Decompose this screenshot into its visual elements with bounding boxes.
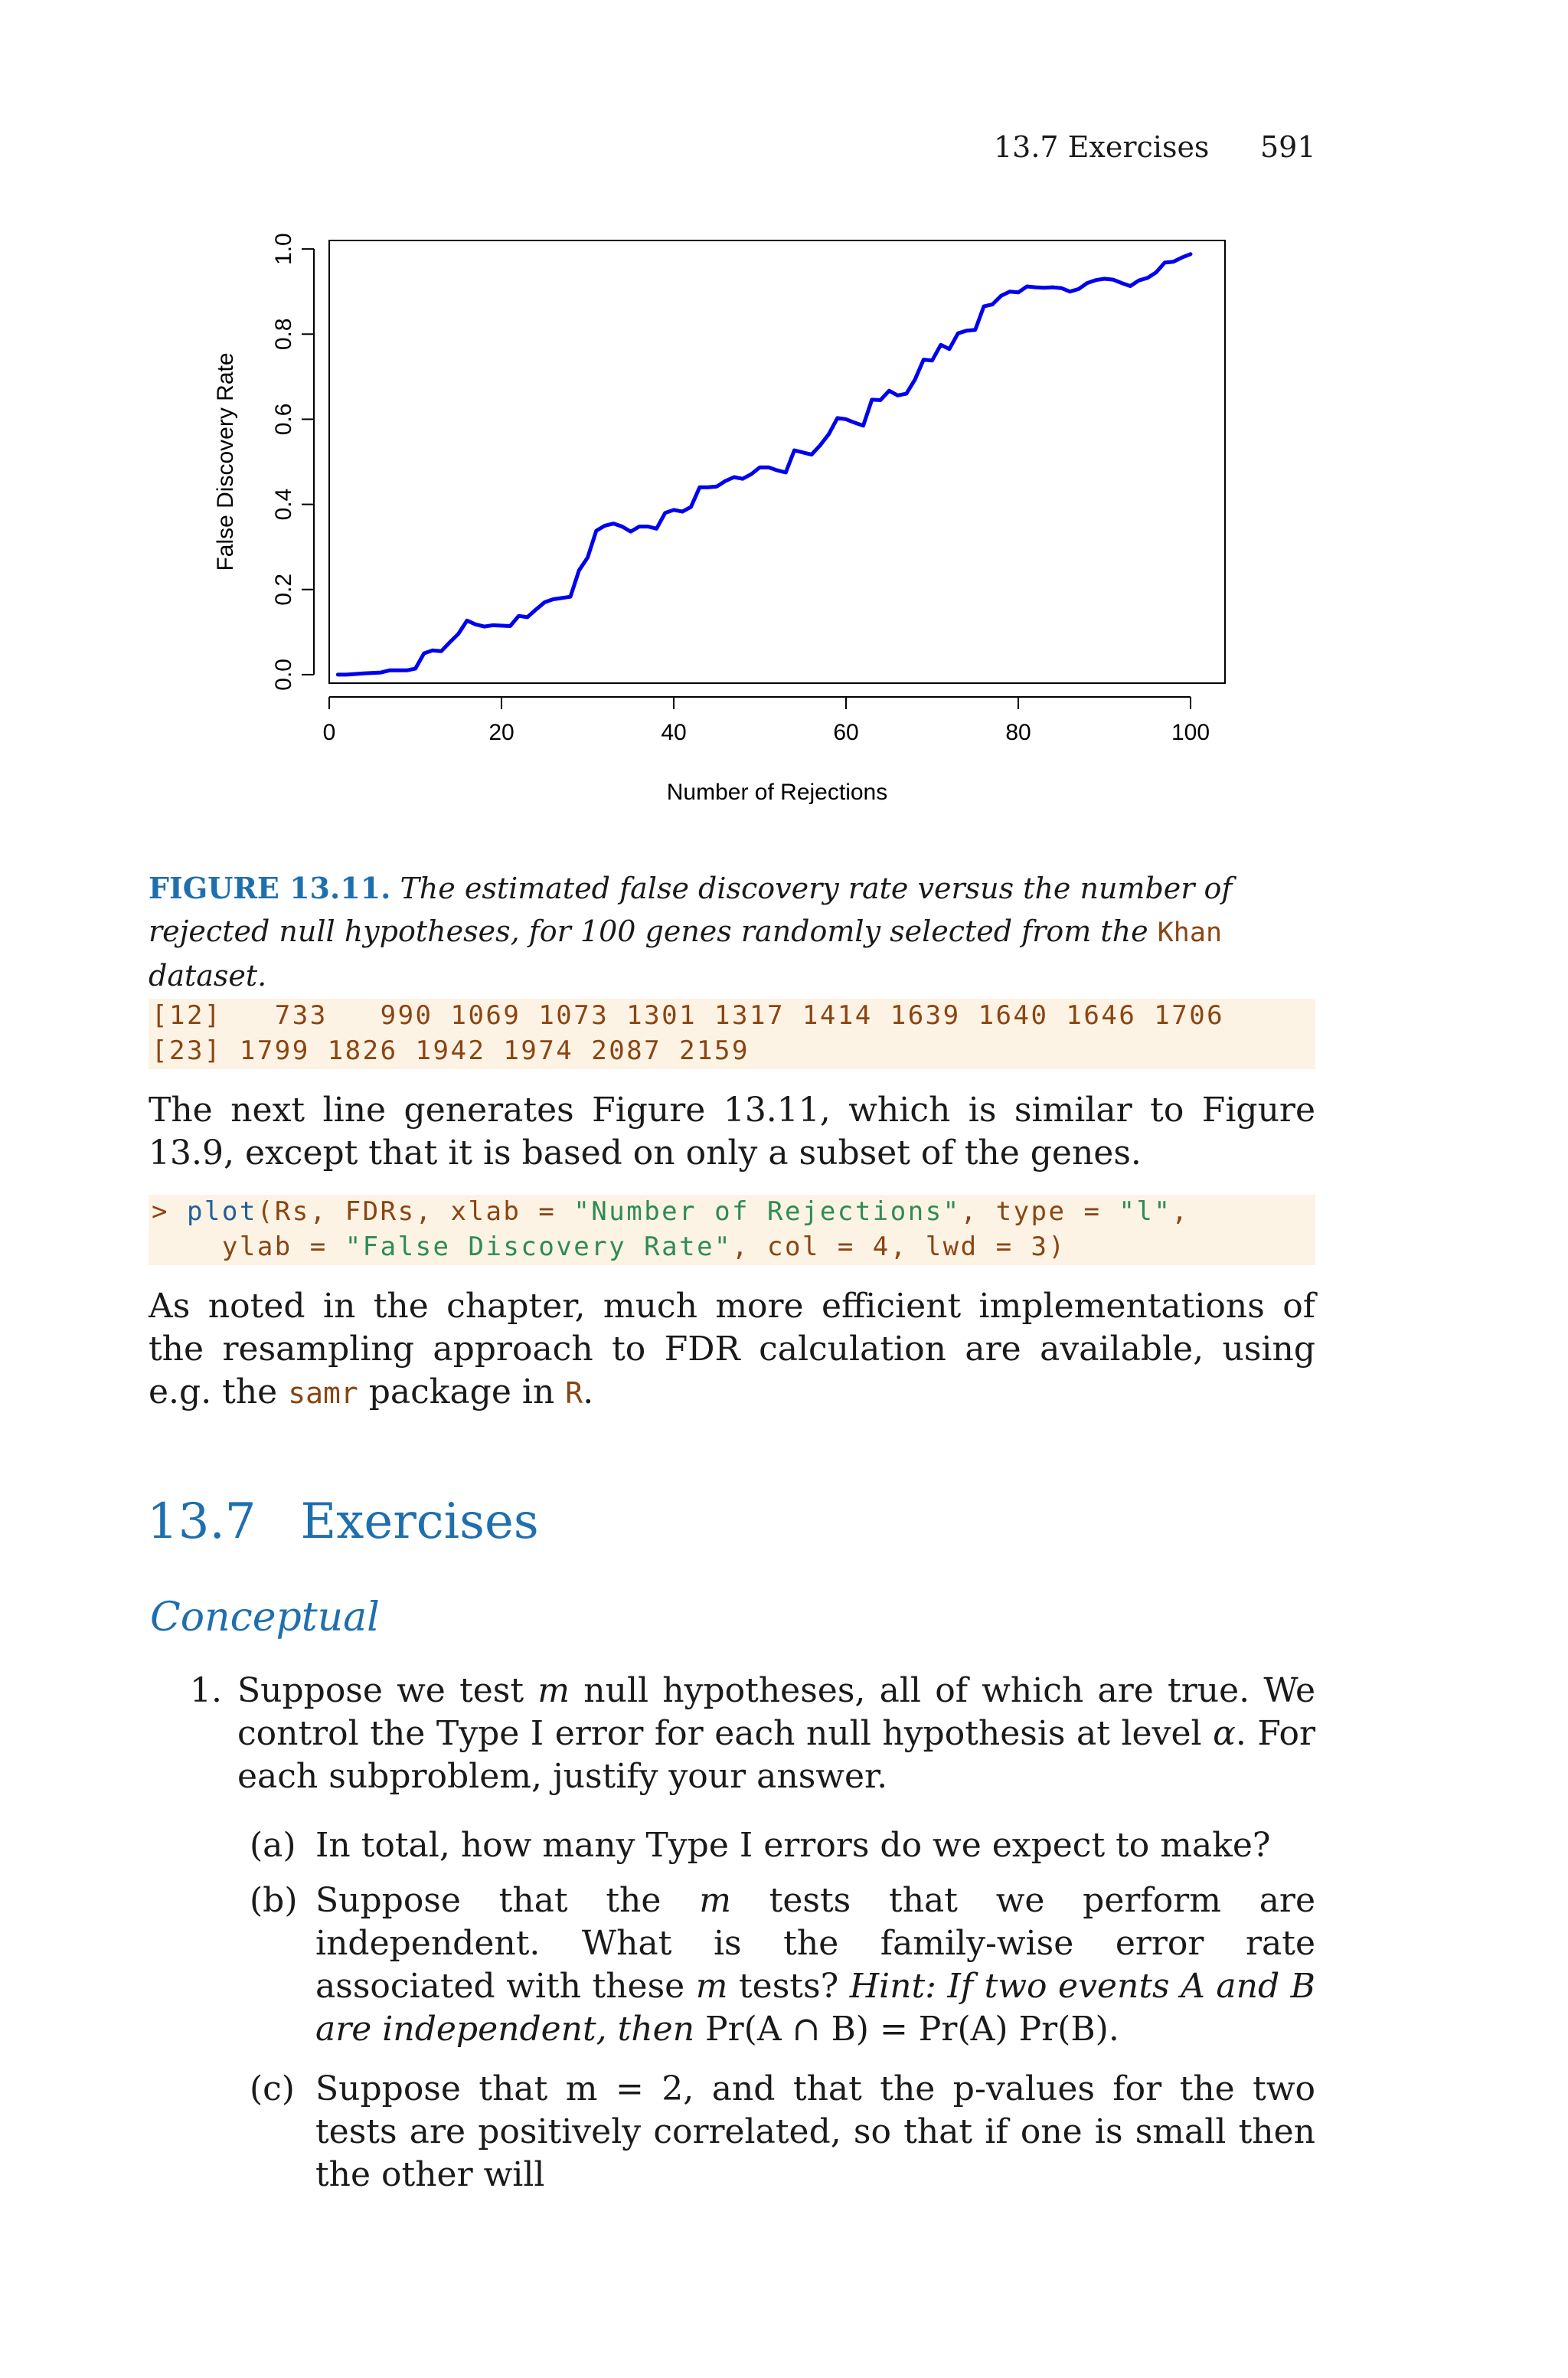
code-string-1: "Number of Rejections": [573, 1196, 961, 1227]
subpart-c-text: Suppose that m = 2, and that the p-values for the two tests are positively correlated, so that if one is small then the other will: [315, 2069, 1315, 2194]
y-axis-label: False Discovery Rate: [213, 352, 238, 571]
section-heading: [147, 1493, 539, 1550]
caption-text-end: dataset.: [149, 959, 267, 993]
para2-text-1: As noted in the chapter, much more efficient implementations of the resampling approach to FDR calculation are available, using e.g. the: [149, 1287, 1315, 1411]
paragraph-samr: [149, 1285, 1315, 1415]
sub-b-hint: Hint: If two events A and B are independent, then: [315, 1967, 1315, 2049]
ex-intro-alpha: α: [1213, 1714, 1236, 1753]
sub-b-m-1: m: [699, 1881, 731, 1920]
output-block: [149, 999, 1315, 1069]
code-samr: samr: [288, 1376, 358, 1410]
x-tick-label: 40: [661, 720, 687, 745]
code-args-4: ylab =: [221, 1232, 345, 1262]
running-head-section: 13.7 Exercises: [994, 130, 1210, 164]
para2-text-2: package in: [368, 1372, 555, 1411]
fdr-series-line: [338, 254, 1191, 675]
y-tick-label: 1.0: [271, 233, 296, 265]
sub-b-m-2: m: [695, 1967, 728, 2006]
page-number: 591: [1260, 130, 1316, 164]
subpart-b-label: (b): [250, 1881, 298, 1920]
y-tick-label: 0.8: [271, 318, 296, 351]
code-line-2: [152, 1232, 1066, 1262]
ex-intro-m: m: [537, 1671, 570, 1710]
code-args-5: , col = 4, lwd = 3): [732, 1232, 1067, 1262]
x-tick-label: 100: [1171, 720, 1210, 745]
subpart-b-text: [315, 1879, 1315, 2051]
exercise-number: 1.: [190, 1671, 222, 1710]
plot-frame: [329, 240, 1225, 683]
x-tick-label: 80: [1005, 720, 1031, 745]
x-tick-label: 60: [833, 720, 859, 745]
fdr-chart: [0, 0, 1568, 842]
y-tick-label: 0.2: [271, 573, 296, 606]
y-tick-label: 0.6: [271, 403, 296, 436]
code-args-2: , type =: [960, 1196, 1119, 1227]
x-tick-label: 20: [488, 720, 514, 745]
code-function: plot: [186, 1196, 257, 1227]
subsection-heading: Conceptual: [150, 1595, 380, 1640]
code-string-3: "False Discovery Rate": [345, 1232, 733, 1262]
y-tick-label: 0.4: [271, 488, 296, 521]
ex-intro-a: Suppose we test: [237, 1671, 524, 1710]
caption-code-khan: Khan: [1157, 918, 1223, 948]
para2-text-3: .: [583, 1372, 594, 1411]
subpart-a-label: (a): [250, 1826, 296, 1865]
sub-b-text-1: Suppose that the: [315, 1881, 662, 1920]
sub-b-text-2: tests that we perform are independent. What is the family-wise error rate associated with these: [315, 1881, 1315, 2006]
output-line-1: [12] 733 990 1069 1073 1301 1317 1414 1639 1640 1646 1706: [152, 1000, 1225, 1031]
code-block: [149, 1195, 1315, 1265]
code-indent: [152, 1232, 222, 1262]
ex-intro-c: . For each subproblem, justify your answer.: [237, 1714, 1316, 1796]
code-string-2: "l": [1119, 1196, 1172, 1227]
code-prompt: >: [152, 1196, 187, 1227]
output-line-2: [23] 1799 1826 1942 1974 2087 2159: [152, 1035, 750, 1066]
x-tick-label: 0: [322, 720, 336, 745]
subpart-a-text: In total, how many Type I errors do we expect to make?: [315, 1826, 1271, 1865]
sub-b-text-3: tests?: [739, 1967, 839, 2006]
ex-intro-b: null hypotheses, all of which are true. We control the Type I error for each null hypothesis at level: [237, 1671, 1316, 1753]
section-title: Exercises: [300, 1493, 539, 1550]
figure-label: FIGURE 13.11.: [149, 871, 391, 905]
code-r: R: [565, 1376, 583, 1410]
y-tick-label: 0.0: [271, 659, 296, 691]
code-args-3: ,: [1171, 1196, 1190, 1227]
code-args-1: (Rs, FDRs, xlab =: [256, 1196, 574, 1227]
sub-b-formula: Pr(A ∩ B) = Pr(A) Pr(B).: [705, 2010, 1119, 2049]
exercise-intro: [237, 1670, 1315, 1798]
caption-text: The estimated false discovery rate versus the number of rejected null hypotheses, for 100 genes randomly selected from the: [149, 872, 1233, 948]
subpart-c-label: (c): [250, 2069, 295, 2108]
code-line-1: [152, 1196, 1189, 1227]
figure-caption: [149, 867, 1315, 997]
paragraph-figure-note: The next line generates Figure 13.11, which is similar to Figure 13.9, except that it is based on only a subset of the genes.: [149, 1091, 1315, 1173]
x-axis-label: Number of Rejections: [666, 780, 888, 805]
section-number: 13.7: [147, 1493, 256, 1550]
